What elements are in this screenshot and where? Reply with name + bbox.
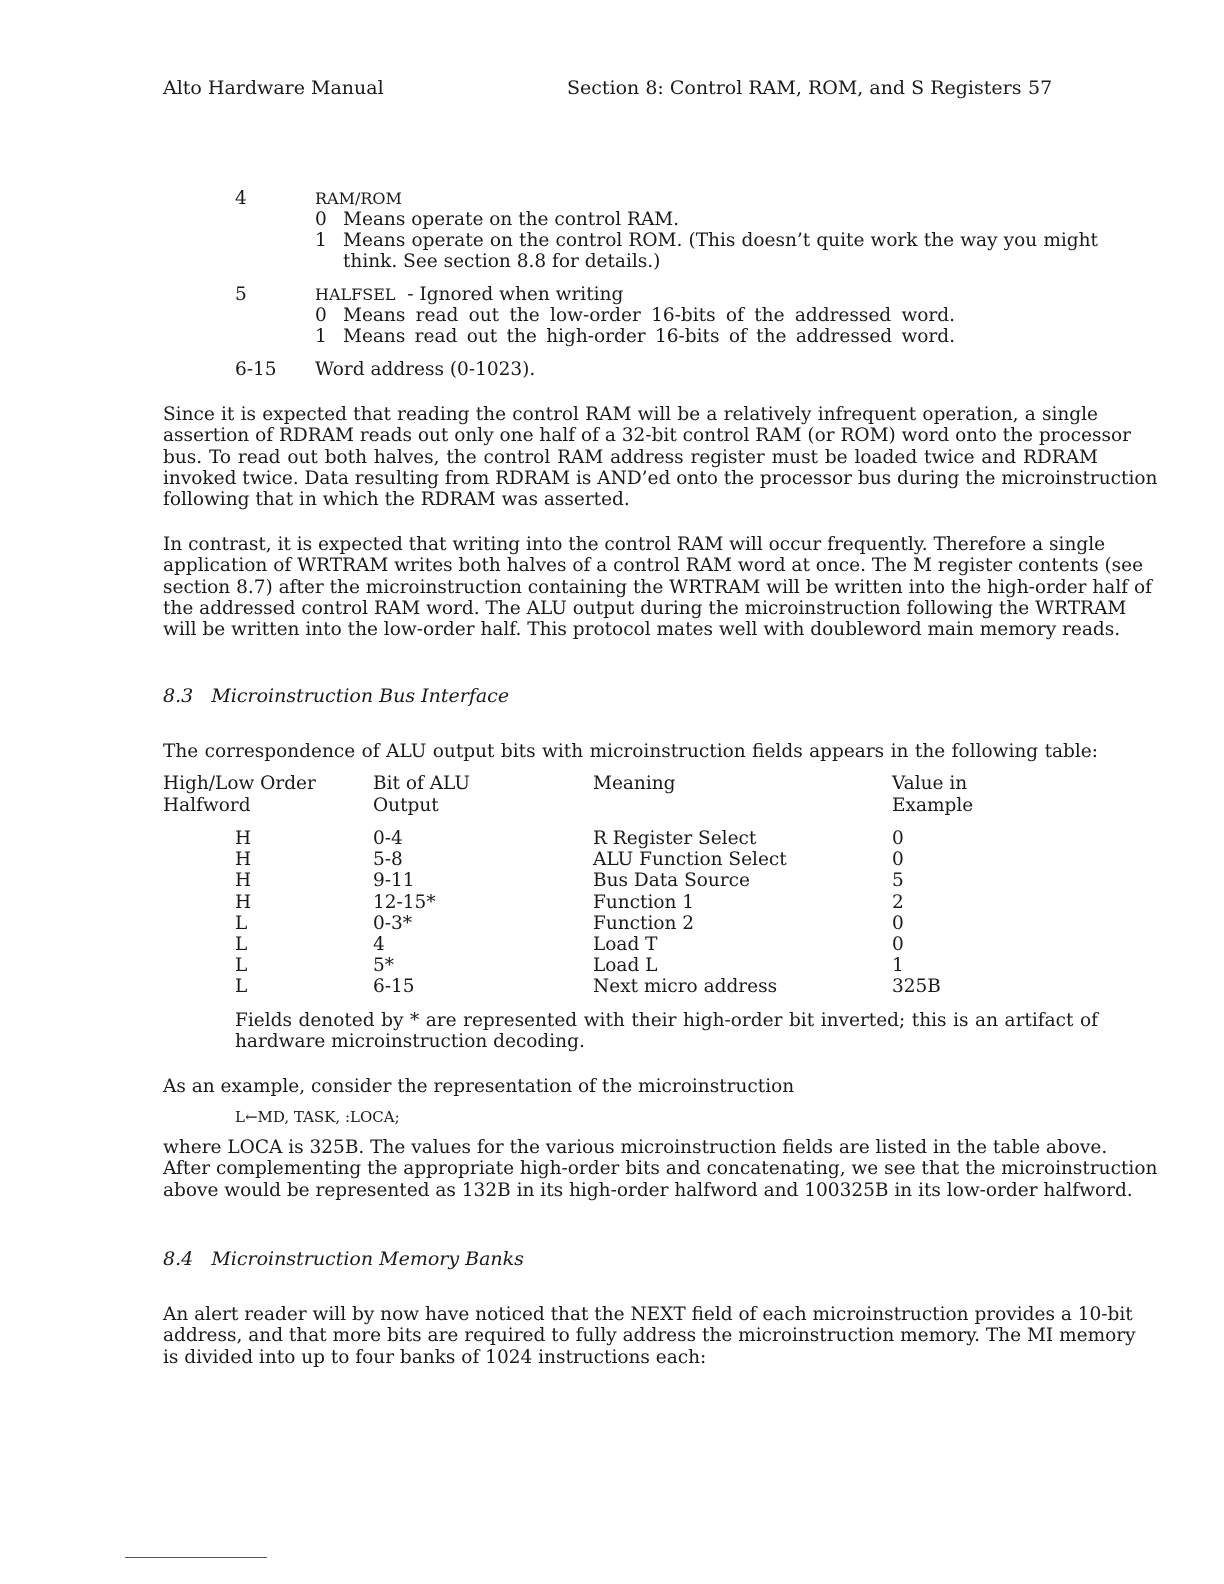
table-cell: Next micro address (593, 976, 778, 998)
table-cell: 5* (373, 955, 395, 977)
bit-definition: Word address (0-1023). (315, 359, 536, 380)
table-cell: H (235, 891, 252, 913)
bit-value-line: 0 Means operate on the control RAM. (315, 209, 680, 230)
table-cell: L (235, 955, 248, 977)
bit-title: RAM/ROM (315, 189, 402, 208)
table-cell: 325B (892, 976, 941, 998)
table-cell: 12-15* (373, 891, 436, 913)
table-cell: 0 (892, 828, 904, 849)
paragraph: Since it is expected that reading the control RAM will be a relatively infrequent operation, a single assertion of RDRAM reads out only one half of a 32-bit control RAM (or ROM) word onto the processor bus. To read out both halves, the control RAM address register must be loaded twice and RDRAM invoked twice. Data resulting from RDRAM is AND’ed onto the processor bus during the microinstruction following that in which the RDRAM was asserted. (163, 404, 1158, 511)
paragraph: where LOCA is 325B. The values for the various microinstruction fields are listed in the table above. After complementing the appropriate high-order bits and concatenating, we see that the microinstruction above would be represented as 132B in its high-order halfword and 100325B in its low-order halfword. (163, 1137, 1158, 1201)
bit-value-line: 0 Means read out the low-order 16-bits of the addressed word. (315, 305, 955, 326)
table-cell: 2 (892, 891, 904, 913)
bit-value-continuation: think. See section 8.8 for details.) (343, 251, 661, 272)
paragraph: The correspondence of ALU output bits with microinstruction fields appears in the following table: (163, 741, 1098, 762)
table-cell: H (235, 870, 252, 892)
bit-number: 6-15 (235, 359, 277, 380)
table-cell: 4 (373, 934, 385, 956)
bit-definition (315, 188, 1098, 272)
table-cell: Function 1 (593, 891, 695, 913)
table-column-meaning (593, 828, 787, 998)
table-column-bits (373, 828, 436, 998)
paragraph: As an example, consider the representation of the microinstruction (163, 1076, 795, 1097)
section-heading: 8.4 Microinstruction Memory Banks (163, 1248, 524, 1270)
table-header-meaning: Meaning (593, 773, 676, 794)
table-cell: 0 (892, 849, 904, 871)
bit-definition (315, 284, 955, 347)
table-column-value (892, 828, 941, 998)
table-cell: 5 (892, 870, 904, 892)
table-note: Fields denoted by * are represented with their high-order bit inverted; this is an artifact of hardware microinstruction decoding. (235, 1010, 1098, 1053)
bit-value-line: 1 Means read out the high-order 16-bits of the addressed word. (315, 326, 955, 347)
table-cell: Load T (593, 934, 658, 956)
table-cell: L (235, 976, 248, 998)
table-header-bit: Bit of ALU Output (373, 773, 470, 816)
table-cell: H (235, 828, 252, 849)
table-cell: R Register Select (593, 828, 757, 849)
page-number: 57 (1028, 77, 1053, 99)
table-header-value: Value in Example (892, 773, 974, 816)
table-column-halfword (235, 828, 251, 998)
table-cell: 0 (892, 934, 904, 956)
table-header-halfword: High/Low Order Halfword (163, 773, 316, 816)
section-heading: 8.3 Microinstruction Bus Interface (163, 685, 510, 707)
table-cell: Bus Data Source (593, 870, 750, 892)
bit-title: HALFSEL - Ignored when writing (315, 284, 624, 305)
table-cell: ALU Function Select (593, 849, 787, 871)
table-cell: 5-8 (373, 849, 403, 871)
paragraph: An alert reader will by now have noticed that the NEXT field of each microinstruction provides a 10-bit address, and that more bits are required to fully address the microinstruction memory. The MI memory is divided into up to four banks of 1024 instructions each: (163, 1304, 1136, 1368)
table-cell: L (235, 934, 248, 956)
table-cell: Function 2 (593, 912, 695, 934)
table-cell: L (235, 912, 248, 934)
code-example: L←MD, TASK, :LOCA; (235, 1108, 400, 1126)
footnote-rule (125, 1557, 267, 1558)
table-cell: Load L (593, 955, 658, 977)
running-header-title: Alto Hardware Manual (163, 77, 384, 99)
table-cell: 1 (892, 955, 904, 977)
bit-number: 4 (235, 188, 247, 209)
bit-value-line: 1 Means operate on the control ROM. (This doesn’t quite work the way you might (315, 230, 1098, 251)
running-header-section: Section 8: Control RAM, ROM, and S Registers (567, 77, 1022, 99)
table-cell: 0-4 (373, 828, 403, 849)
table-cell: 0 (892, 912, 904, 934)
bit-number: 5 (235, 284, 247, 305)
paragraph: In contrast, it is expected that writing into the control RAM will occur frequently. Therefore a single application of WRTRAM writes both halves of a control RAM word at once. The M register contents (see section 8.7) after the microinstruction containing the WRTRAM will be written into the high-order half of the addressed control RAM word. The ALU output during the microinstruction following the WRTRAM will be written into the low-order half. This protocol mates well with doubleword main memory reads. (163, 534, 1152, 641)
table-cell: 6-15 (373, 976, 415, 998)
table-cell: 0-3* (373, 912, 413, 934)
table-cell: 9-11 (373, 870, 415, 892)
table-cell: H (235, 849, 252, 871)
